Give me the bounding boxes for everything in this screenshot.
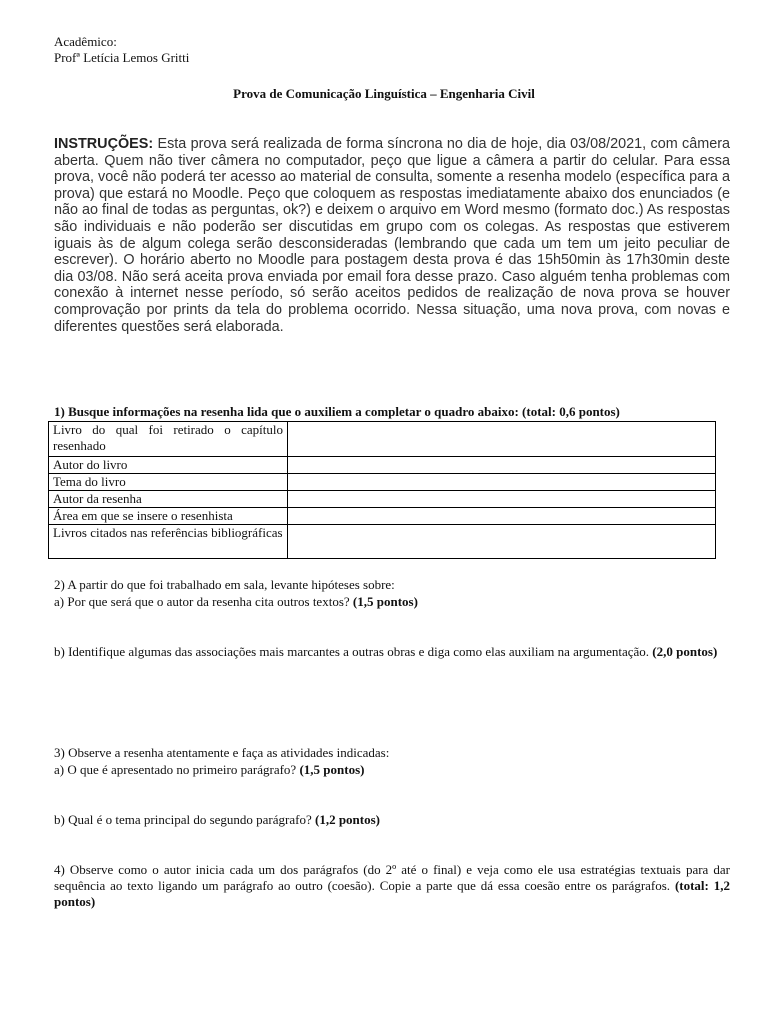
question-2-intro: 2) A partir do que foi trabalhado em sala, levante hipóteses sobre: — [54, 577, 395, 592]
table-cell-answer[interactable] — [288, 422, 716, 457]
question-4-points: (total: 1,2 pontos) — [54, 878, 730, 909]
question-3a-points: (1,5 pontos) — [299, 762, 365, 777]
question-4-text: 4) Observe como o autor inicia cada um dos parágrafos (do 2º até o final) e veja como ele usa estratégias textuais para dar sequência ao texto ligando um parágrafo ao outro (coesão). Copie a parte que dá essa coesão entre os parágrafos. — [54, 862, 730, 893]
info-table — [48, 421, 716, 559]
table-row — [49, 474, 716, 491]
table-cell-answer[interactable] — [288, 474, 716, 491]
table-cell-answer[interactable] — [288, 525, 716, 559]
table-row — [49, 457, 716, 474]
question-3-intro: 3) Observe a resenha atentamente e faça as atividades indicadas: — [54, 745, 390, 760]
table-cell-label: Autor da resenha — [49, 491, 288, 508]
table-row — [49, 525, 716, 559]
table-cell-label: Autor do livro — [49, 457, 288, 474]
teacher-name: Profª Letícia Lemos Gritti — [54, 50, 190, 65]
table-cell-answer[interactable] — [288, 457, 716, 474]
question-3a-text: a) O que é apresentado no primeiro parágrafo? — [54, 762, 297, 777]
table-row — [49, 508, 716, 525]
question-3b-text: b) Qual é o tema principal do segundo parágrafo? — [54, 812, 312, 827]
question-2a-text: a) Por que será que o autor da resenha cita outros textos? — [54, 594, 350, 609]
table-row — [49, 491, 716, 508]
table-row — [49, 422, 716, 457]
question-3b-points: (1,2 pontos) — [314, 812, 380, 827]
instructions-label: INSTRUÇÕES: — [54, 136, 154, 152]
question-4 — [54, 862, 730, 910]
question-3b — [54, 812, 730, 828]
question-2a-points: (1,5 pontos) — [352, 594, 418, 609]
table-cell-label: Livro do qual foi retirado o capítulo resenhado — [49, 422, 288, 457]
question-2b — [54, 644, 730, 660]
table-cell-label: Área em que se insere o resenhista — [49, 508, 288, 525]
question-2b-points: (2,0 pontos) — [652, 644, 718, 659]
document-header — [54, 34, 730, 66]
table-cell-label: Livros citados nas referências bibliográficas — [49, 525, 288, 559]
table-cell-answer[interactable] — [288, 491, 716, 508]
table-cell-label: Tema do livro — [49, 474, 288, 491]
document-title: Prova de Comunicação Linguística – Engenharia Civil — [233, 86, 535, 101]
instructions-paragraph — [54, 136, 730, 335]
question-3a — [54, 762, 730, 778]
question-1-heading: 1) Busque informações na resenha lida que o auxiliem a completar o quadro abaixo: (total: 0,6 pontos) — [54, 404, 620, 419]
table-cell-answer[interactable] — [288, 508, 716, 525]
question-2b-text: b) Identifique algumas das associações mais marcantes a outras obras e diga como elas auxiliam na argumentação. — [54, 644, 650, 659]
instructions-text: Esta prova será realizada de forma síncrona no dia de hoje, dia 03/08/2021, com câmera aberta. Quem não tiver câmera no computador, peço que ligue a câmera a partir do celular. Para essa prova, você não poderá ter acesso ao material de consulta, somente a resenha modelo (específica para a prova) que estará no Moodle. Peço que coloquem as respostas imediatamente abaixo dos enunciados (e não ao final de todas as perguntas, ok?) e deixem o arquivo em Word mesmo (formato doc.) As respostas são individuais e não poderão ser discutidas em grupo com os colegas. As respostas que estiverem iguais às de algum colega serão desconsideradas (lembrando que cada um tem um jeito peculiar de escrever). O horário aberto no Moodle para postagem desta prova é das 15h50min às 17h30min deste dia 03/08. Não será aceita prova enviada por email fora desse prazo. Caso alguém tenha problemas com conexão à internet nesse período, só serão aceitos pedidos de realização de nova prova se houver comprovação por prints da tela do problema ocorrido. Nessa situação, uma nova prova, com novas e diferentes questões será elaborada. — [54, 136, 730, 335]
question-2a — [54, 594, 730, 610]
student-label: Acadêmico: — [54, 34, 117, 49]
